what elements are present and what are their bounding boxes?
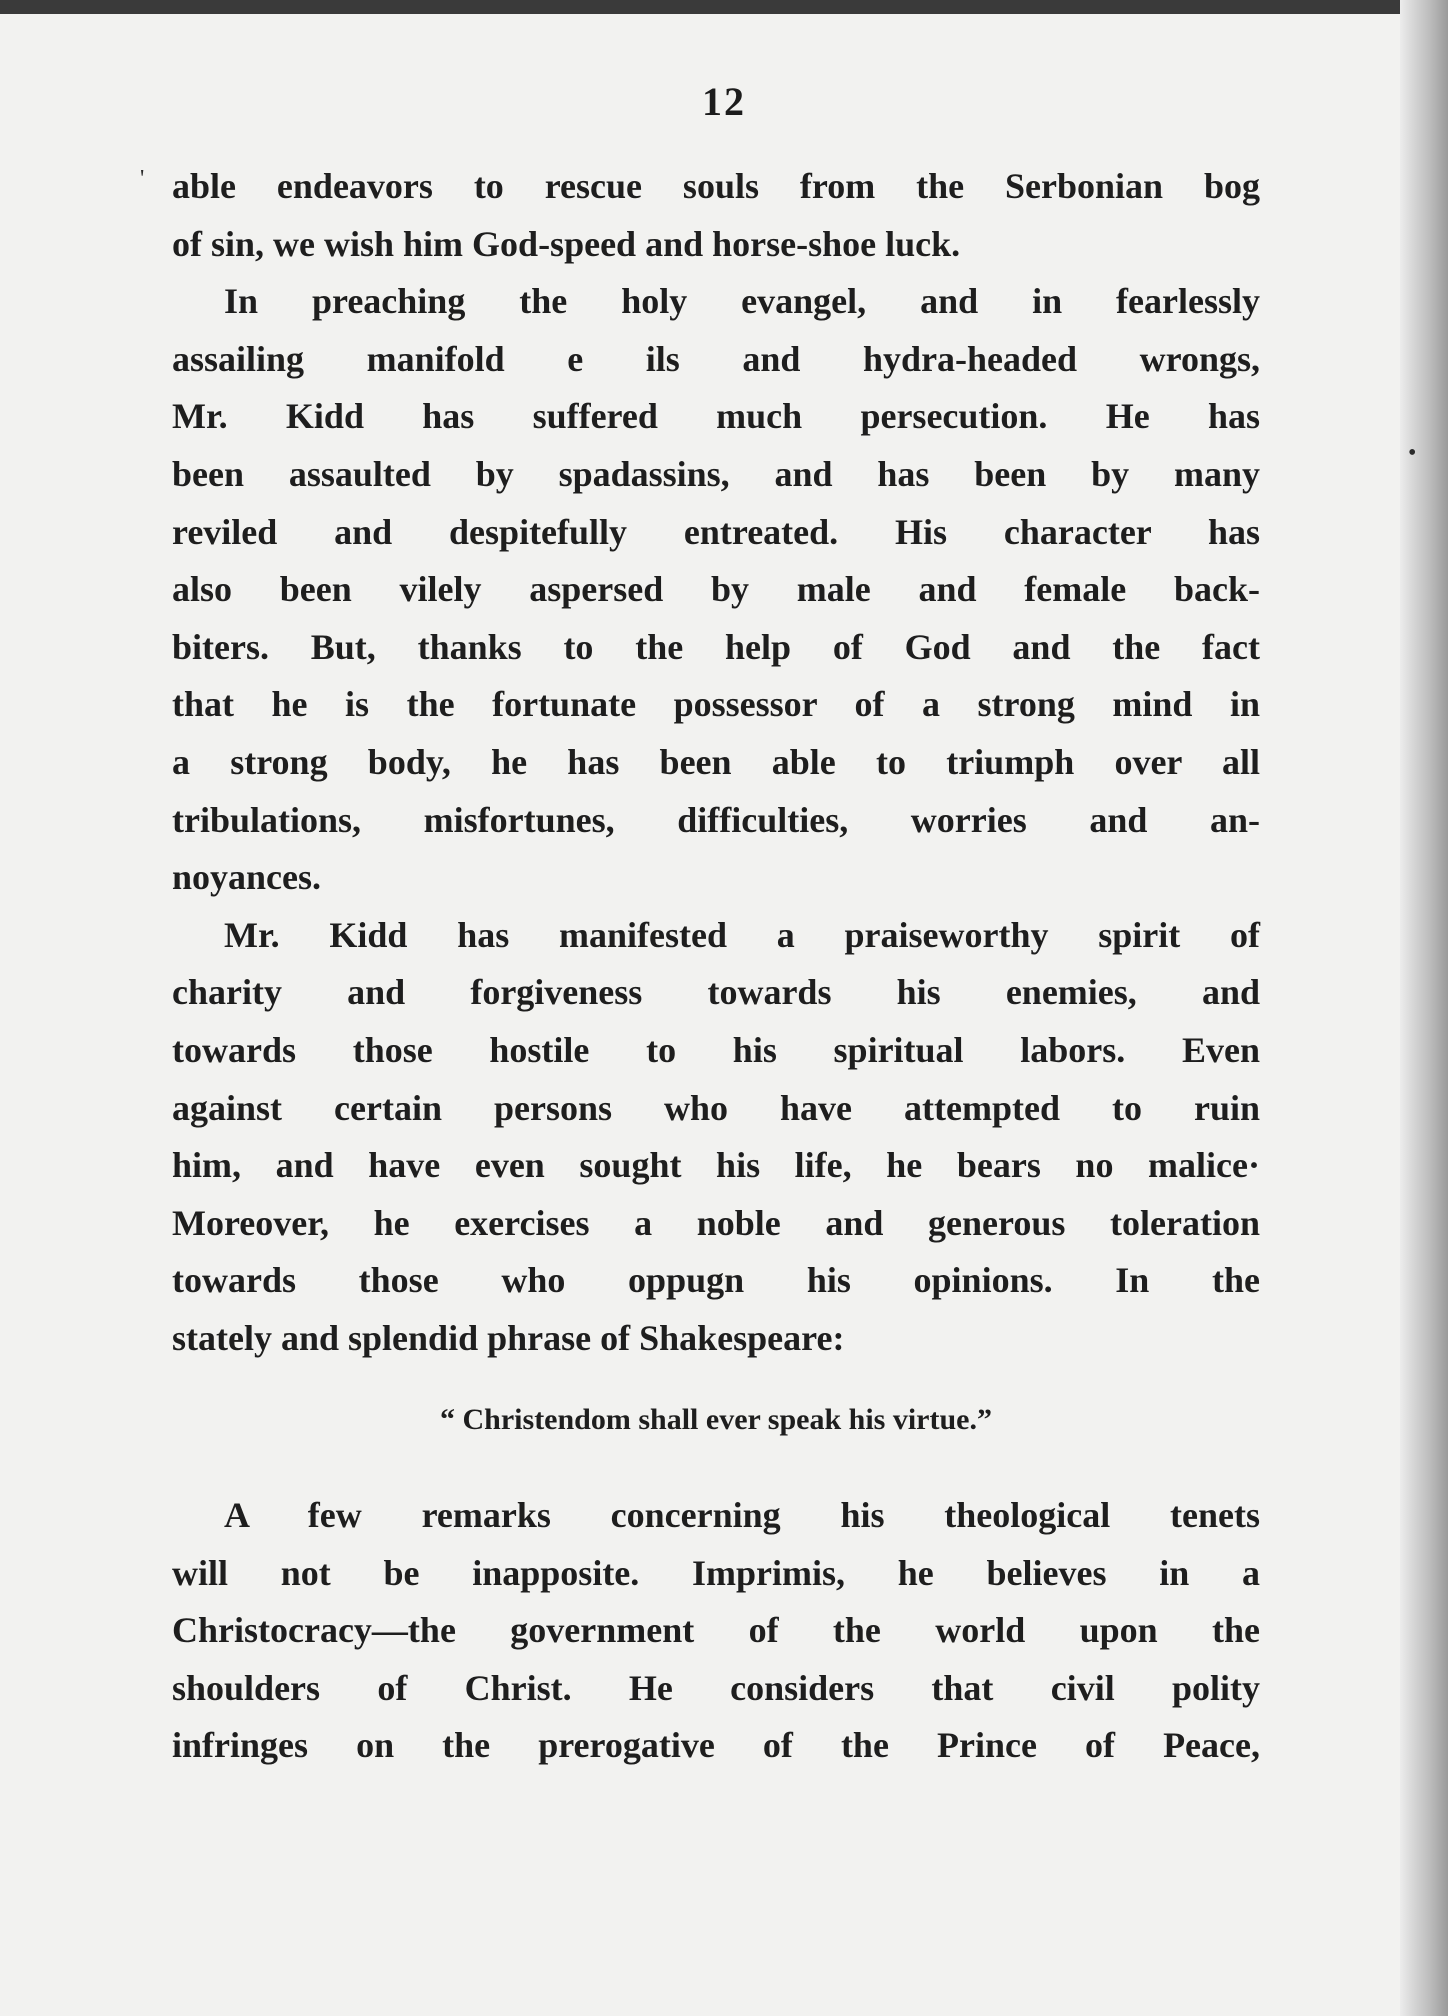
text-line: In preaching the holy evangel, and in fearlessly bbox=[224, 281, 1260, 322]
text-line: noyances. bbox=[172, 857, 322, 898]
text-line: A few remarks concerning his theological tenets bbox=[224, 1495, 1260, 1536]
speck-mark: • bbox=[1408, 440, 1417, 466]
page-gutter-shadow bbox=[1400, 0, 1448, 2016]
text-line: biters. But, thanks to the help of God and the fact bbox=[172, 626, 1260, 667]
text-line: Mr. Kidd has suffered much persecution. He has bbox=[172, 396, 1260, 437]
text-line: Moreover, he exercises a noble and generous toleration bbox=[172, 1202, 1260, 1243]
text-line: assailing manifold e ils and hydra-headed wrongs, bbox=[172, 338, 1260, 379]
text-line: Christocracy—the government of the world upon the bbox=[172, 1610, 1260, 1651]
speck-mark: ' bbox=[140, 166, 145, 192]
text-line: infringes on the prerogative of the Prince of Peace, bbox=[172, 1725, 1260, 1766]
text-line: that he is the fortunate possessor of a strong mind in bbox=[172, 684, 1260, 725]
text-line: a strong body, he has been able to triumph over all bbox=[172, 741, 1260, 782]
text-line: charity and forgiveness towards his enemies, and bbox=[172, 972, 1260, 1013]
text-line: of sin, we wish him God-speed and horse-shoe luck. bbox=[172, 223, 961, 264]
text-line: reviled and despitefully entreated. His character has bbox=[172, 511, 1260, 552]
body-text bbox=[172, 158, 1260, 1775]
text-line: towards those who oppugn his opinions. In the bbox=[172, 1260, 1260, 1301]
text-line: shoulders of Christ. He considers that civil polity bbox=[172, 1667, 1260, 1708]
text-line: towards those hostile to his spiritual labors. Even bbox=[172, 1029, 1260, 1070]
text-line: him, and have even sought his life, he bears no malice· bbox=[172, 1145, 1260, 1186]
text-line: tribulations, misfortunes, difficulties, worries and an- bbox=[172, 799, 1260, 840]
text-line: also been vilely aspersed by male and female back- bbox=[172, 569, 1260, 610]
block-quote: “ Christendom shall ever speak his virtue.” bbox=[440, 1403, 992, 1437]
scan-top-edge bbox=[0, 0, 1448, 14]
text-line: able endeavors to rescue souls from the Serbonian bog bbox=[172, 166, 1260, 206]
text-line: Mr. Kidd has manifested a praiseworthy spirit of bbox=[224, 914, 1260, 955]
page-number: 12 bbox=[702, 79, 746, 124]
text-line: been assaulted by spadassins, and has been by many bbox=[172, 453, 1260, 494]
text-line: against certain persons who have attempted to ruin bbox=[172, 1087, 1260, 1128]
text-line: will not be inapposite. Imprimis, he believes in a bbox=[172, 1552, 1260, 1593]
text-line: stately and splendid phrase of Shakespeare: bbox=[172, 1317, 845, 1358]
